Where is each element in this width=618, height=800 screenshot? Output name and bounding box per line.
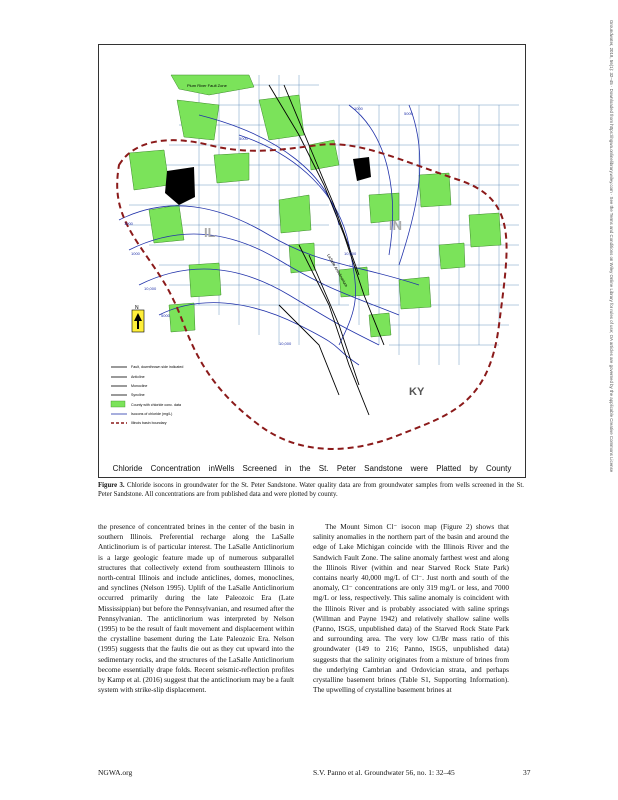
legend-item: Syncline — [131, 393, 145, 397]
isocon-label: 1000 — [131, 251, 140, 256]
legend-item: County with chloride conc. data — [131, 403, 181, 407]
legend-item: Anticline — [131, 375, 145, 379]
isocon-label: 10,000 — [344, 251, 357, 256]
body-column-left: the presence of concentrated brines in the center of the basin in southern Illinois. Preferential recharge along the LaSalle Anticlinorium is of particular interest. The LaSalle Anticlinorium is a large geologic feature made up of numerous subparallel structures that collectively extend from southeastern Illinois to north-central Illinois and include anticlines, domes, monoclines, and synclines (Nelson 1995). Uplift of the LaSalle Anticlinorium occurred primarily during the late Paleozoic Era (Late Mississippian) but before the Pennsylvanian, and resumed after the Pennsylvanian. The anticlinorium was interpreted by Nelson (1995) to be the result of fault movement and displacement within the crystalline basement during the Late Paleozoic Era. Nelson (1995) suggests that the faults die out as they cut upward into the sedimentary rocks, and the structures of the LaSalle Anticlinorium become essentially drape folds. Recent seismic-reflection profiles by Kamp et al. (2016) suggest that the anticlinorium may be a fault system with strike-slip displacement. — [98, 522, 294, 695]
isocon-label: 5000 — [404, 111, 413, 116]
map-legend — [111, 365, 183, 425]
legend-item: Fault, downthrown side indicated — [131, 365, 184, 369]
label-lasalle: LaSalle Anticlinorium — [326, 253, 350, 288]
page-number: 37 — [523, 768, 531, 777]
side-download-note: Groundwater, 2018, 56(1): 32–45 · Downloaded from https://ngwa.onlinelibrary.wiley.com · See the Terms and Conditions on Wiley Online Library for rules of use; OA articles are governed by the applicable Creative Commons License — [609, 20, 614, 473]
isocon-label: 5000 — [239, 136, 248, 141]
legend-item: Monocline — [131, 384, 148, 388]
isocon-label: 5000 — [161, 313, 170, 318]
state-label-in: IN — [389, 218, 402, 233]
state-label-il: IL — [204, 225, 216, 240]
body-column-right: The Mount Simon Cl⁻ isocon map (Figure 2) shows that salinity anomalies in the northern part of the basin and around the edge of Lake Michigan coincide with the Illinois River and the Sandwich Fault Zone. The saline anomaly farthest west and along the Illinois River (within and near Starved Rock State Park) contains nearly 40,000 mg/L of Cl⁻. Just north and south of the anomaly, Cl⁻ concentrations are only 319 mg/L or less, and 7000 mg/L or less, respectively. This saline anomaly is coincident with the Illinois River and is probably associated with saline springs (Willman and Payne 1942) and relatively shallow saline wells (Panno, ISGS, unpublished data) of the Starved Rock State Park and surrounding area. The very low Cl/Br mass ratio of this groundwater (149 to 216; Panno, ISGS, unpublished data) suggests that the salinity originates from a mixture of brines from the underlying Cambrian and Ordovician strata, and perhaps crystalline basement brines (Table S1, Supporting Information). The upwelling of crystalline basement brines at — [313, 522, 509, 695]
figure-caption-text: Chloride isocons in groundwater for the St. Peter Sandstone. Water quality data are from groundwater samples from wells screened in the St. Peter Sandstone. All concentrations are from published data and were plotted by county. — [98, 482, 524, 498]
county-high-fill — [165, 157, 371, 205]
footer-citation: S.V. Panno et al. Groundwater 56, no. 1: 32–45 — [313, 768, 455, 777]
isocon-label: 10,000 — [144, 286, 157, 291]
state-label-ky: KY — [409, 386, 425, 398]
legend-item: Isocons of chloride (mg/L) — [131, 412, 173, 416]
figure-3-map — [98, 44, 526, 478]
map-caption: Chloride Concentration inWells Screened in the St. Peter Sandstone were Platted by County — [112, 464, 512, 473]
north-arrow — [132, 305, 144, 332]
chloride-map — [99, 45, 525, 477]
isocon-label: 1000 — [354, 106, 363, 111]
legend-item: Illinois basin boundary — [131, 421, 167, 425]
figure-caption-label: Figure 3. — [98, 482, 125, 489]
north-label: N — [135, 305, 139, 311]
label-river-top: Plum River Fault Zone — [187, 83, 227, 88]
figure-caption — [98, 481, 524, 499]
isocon-label: 1000 — [124, 221, 133, 226]
footer-journal-site: NGWA.org — [98, 768, 133, 777]
isocon-label: 10,000 — [279, 341, 292, 346]
